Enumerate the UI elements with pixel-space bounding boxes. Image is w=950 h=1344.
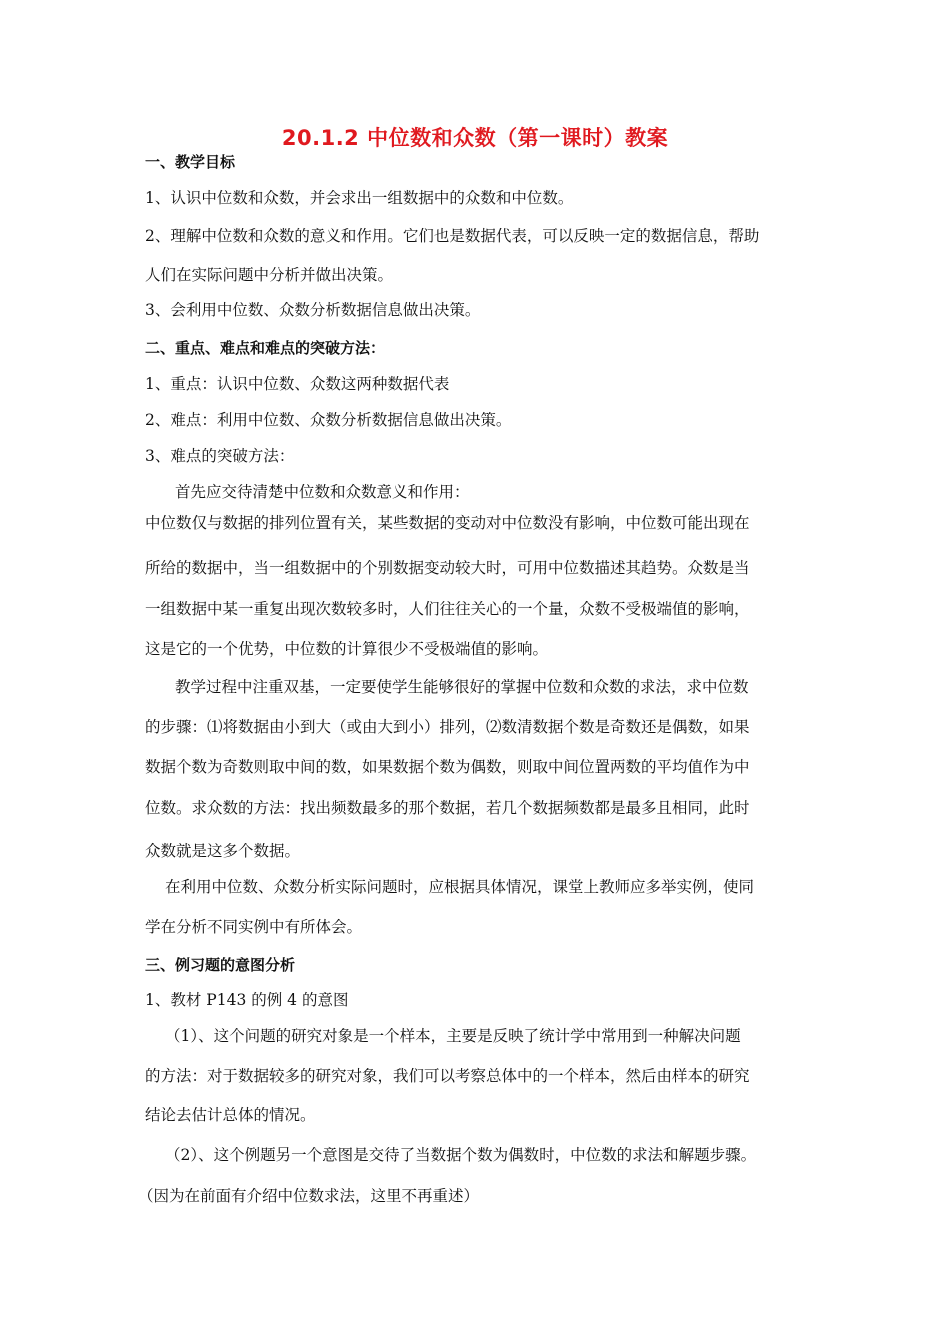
paragraph-line: 2、理解中位数和众数的意义和作用。它们也是数据代表，可以反映一定的数据信息，帮助 (145, 227, 760, 245)
paragraph-line: 这是它的一个优势，中位数的计算很少不受极端值的影响。 (145, 640, 549, 658)
section-heading-goals: 一、教学目标 (145, 153, 236, 171)
paragraph-line: 的方法：对于数据较多的研究对象，我们可以考察总体中的一个样本，然后由样本的研究 (145, 1067, 750, 1085)
paragraph-line: 3、难点的突破方法： (145, 447, 295, 465)
section-heading-key-points: 二、重点、难点和难点的突破方法： (145, 339, 386, 357)
paragraph-line: 人们在实际问题中分析并做出决策。 (145, 266, 394, 284)
paragraph-line: （2）、这个例题另一个意图是交待了当数据个数为偶数时，中位数的求法和解题步骤。 (165, 1146, 757, 1164)
paragraph-line: 2、难点：利用中位数、众数分析数据信息做出决策。 (145, 411, 512, 429)
paragraph-line: 3、会利用中位数、众数分析数据信息做出决策。 (145, 301, 481, 319)
paragraph-line: 学在分析不同实例中有所体会。 (145, 918, 363, 936)
paragraph-line: 首先应交待清楚中位数和众数意义和作用： (175, 483, 470, 501)
paragraph-line: （因为在前面有介绍中位数求法，这里不再重述） (138, 1187, 480, 1205)
paragraph-line: 的步骤：⑴将数据由小到大（或由大到小）排列，⑵数清数据个数是奇数还是偶数，如果 (145, 718, 750, 736)
paragraph-line: （1）、这个问题的研究对象是一个样本，主要是反映了统计学中常用到一种解决问题 (165, 1027, 741, 1045)
paragraph-line: 在利用中位数、众数分析实际问题时，应根据具体情况，课堂上教师应多举实例，使同 (165, 878, 755, 896)
paragraph-line: 结论去估计总体的情况。 (145, 1106, 316, 1124)
paragraph-line: 1、认识中位数和众数，并会求出一组数据中的众数和中位数。 (145, 189, 574, 207)
paragraph-line: 1、教材 P143 的例 4 的意图 (145, 991, 349, 1009)
document-title: 20.1.2 中位数和众数（第一课时）教案 (281, 126, 669, 150)
paragraph-line: 1、重点：认识中位数、众数这两种数据代表 (145, 375, 450, 393)
paragraph-line: 位数。求众数的方法：找出频数最多的那个数据，若几个数据频数都是最多且相同，此时 (145, 799, 750, 817)
section-heading-examples: 三、例习题的意图分析 (145, 956, 296, 974)
paragraph-line: 教学过程中注重双基，一定要使学生能够很好的掌握中位数和众数的求法，求中位数 (175, 678, 749, 696)
paragraph-line: 众数就是这多个数据。 (145, 842, 301, 860)
paragraph-line: 数据个数为奇数则取中间的数，如果数据个数为偶数，则取中间位置两数的平均值作为中 (145, 758, 750, 776)
paragraph-line: 中位数仅与数据的排列位置有关，某些数据的变动对中位数没有影响，中位数可能出现在 (145, 514, 750, 532)
paragraph-line: 所给的数据中，当一组数据中的个别数据变动较大时，可用中位数描述其趋势。众数是当 (145, 559, 750, 577)
paragraph-line: 一组数据中某一重复出现次数较多时，人们往往关心的一个量，众数不受极端值的影响， (145, 600, 750, 618)
